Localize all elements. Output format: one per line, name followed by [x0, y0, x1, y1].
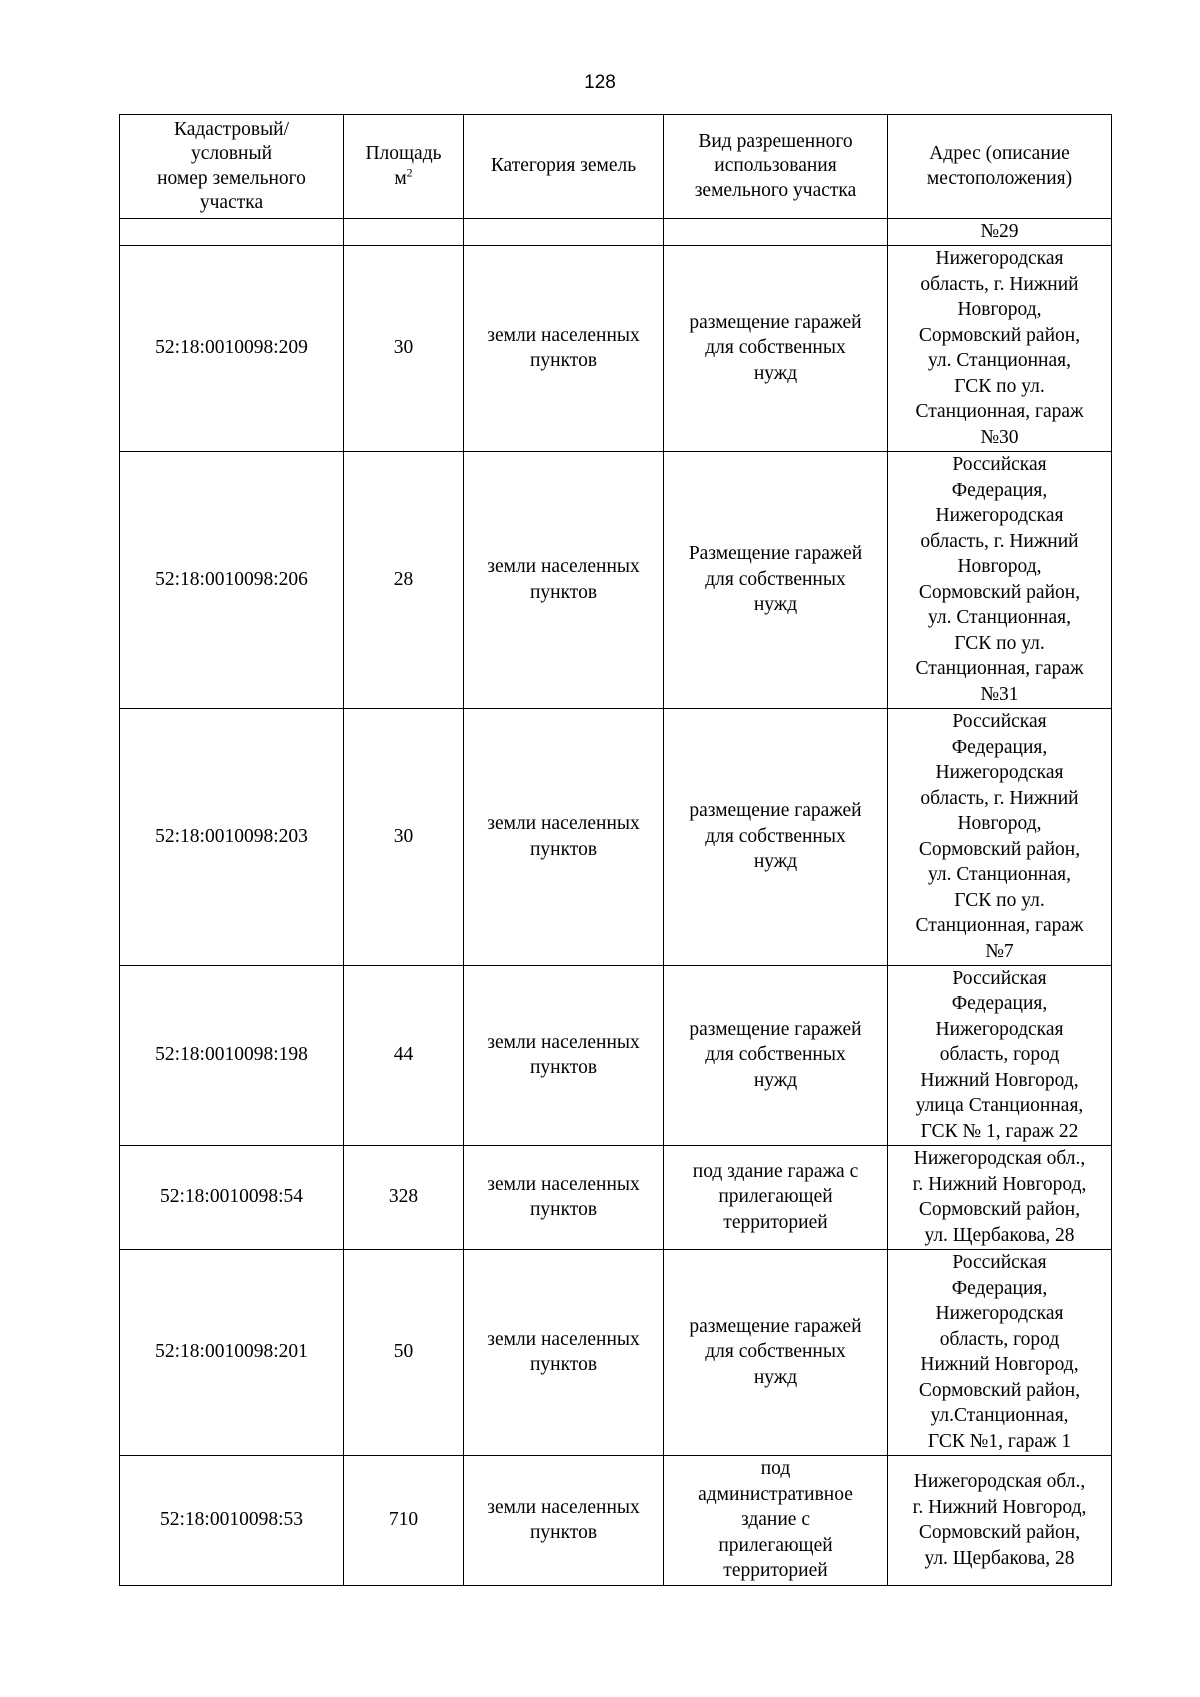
- cell-cadastral: 52:18:0010098:206: [120, 451, 344, 708]
- land-plots-table: [119, 114, 1112, 1586]
- cell-use: под здание гаража с прилегающей территорией: [664, 1145, 888, 1249]
- cell-category: земли населенных пунктов: [464, 451, 664, 708]
- cell-cadastral: [120, 219, 344, 246]
- table-row: [120, 708, 1112, 965]
- cell-area: 30: [344, 245, 464, 451]
- cell-area: 50: [344, 1249, 464, 1455]
- cell-address: Российская Федерация, Нижегородская область, г. Нижний Новгород, Сормовский район, ул. Станционная, ГСК по ул. Станционная, гараж №31: [888, 451, 1112, 708]
- table-row-continuation: [120, 219, 1112, 246]
- cell-cadastral: 52:18:0010098:53: [120, 1455, 344, 1585]
- cell-use: размещение гаражей для собственных нужд: [664, 965, 888, 1145]
- table-row: [120, 1455, 1112, 1585]
- header-cadastral-number: Кадастровый/ условный номер земельного участка: [120, 115, 344, 219]
- table-body: [120, 219, 1112, 1586]
- cell-cadastral: 52:18:0010098:209: [120, 245, 344, 451]
- cell-area: 44: [344, 965, 464, 1145]
- cell-category: земли населенных пунктов: [464, 1455, 664, 1585]
- cell-cadastral: 52:18:0010098:198: [120, 965, 344, 1145]
- cell-cadastral: 52:18:0010098:203: [120, 708, 344, 965]
- cell-address: Нижегородская обл., г. Нижний Новгород, Сормовский район, ул. Щербакова, 28: [888, 1145, 1112, 1249]
- cell-address: Российская Федерация, Нижегородская область, г. Нижний Новгород, Сормовский район, ул. Станционная, ГСК по ул. Станционная, гараж №7: [888, 708, 1112, 965]
- header-area: [344, 115, 464, 219]
- cell-cadastral: 52:18:0010098:201: [120, 1249, 344, 1455]
- header-area-superscript: 2: [406, 165, 413, 179]
- table-row: [120, 245, 1112, 451]
- cell-area: 30: [344, 708, 464, 965]
- cell-category: земли населенных пунктов: [464, 1145, 664, 1249]
- cell-category: земли населенных пунктов: [464, 1249, 664, 1455]
- cell-category: [464, 219, 664, 246]
- cell-use: под административное здание с прилегающей территорией: [664, 1455, 888, 1585]
- cell-cadastral: 52:18:0010098:54: [120, 1145, 344, 1249]
- cell-category: земли населенных пунктов: [464, 965, 664, 1145]
- cell-use: размещение гаражей для собственных нужд: [664, 1249, 888, 1455]
- header-permitted-use: Вид разрешенного использования земельного участка: [664, 115, 888, 219]
- cell-address: Российская Федерация, Нижегородская область, город Нижний Новгород, улица Станционная, ГСК № 1, гараж 22: [888, 965, 1112, 1145]
- table-row: [120, 1249, 1112, 1455]
- header-area-label: Площадь м: [365, 143, 442, 189]
- table-header-row: [120, 115, 1112, 219]
- cell-use: [664, 219, 888, 246]
- cell-area: 710: [344, 1455, 464, 1585]
- cell-address: Нижегородская обл., г. Нижний Новгород, Сормовский район, ул. Щербакова, 28: [888, 1455, 1112, 1585]
- header-land-category: Категория земель: [464, 115, 664, 219]
- header-address: Адрес (описание местоположения): [888, 115, 1112, 219]
- table-row: [120, 1145, 1112, 1249]
- cell-use: размещение гаражей для собственных нужд: [664, 245, 888, 451]
- cell-address: Нижегородская область, г. Нижний Новгород, Сормовский район, ул. Станционная, ГСК по ул. Станционная, гараж №30: [888, 245, 1112, 451]
- cell-category: земли населенных пунктов: [464, 245, 664, 451]
- cell-area: 28: [344, 451, 464, 708]
- cell-use: Размещение гаражей для собственных нужд: [664, 451, 888, 708]
- cell-address: №29: [888, 219, 1112, 246]
- table-row: [120, 451, 1112, 708]
- cell-area: 328: [344, 1145, 464, 1249]
- page-number: 128: [584, 72, 616, 93]
- cell-category: земли населенных пунктов: [464, 708, 664, 965]
- cell-address: Российская Федерация, Нижегородская область, город Нижний Новгород, Сормовский район, ул.Станционная, ГСК №1, гараж 1: [888, 1249, 1112, 1455]
- cell-area: [344, 219, 464, 246]
- table-row: [120, 965, 1112, 1145]
- cell-use: размещение гаражей для собственных нужд: [664, 708, 888, 965]
